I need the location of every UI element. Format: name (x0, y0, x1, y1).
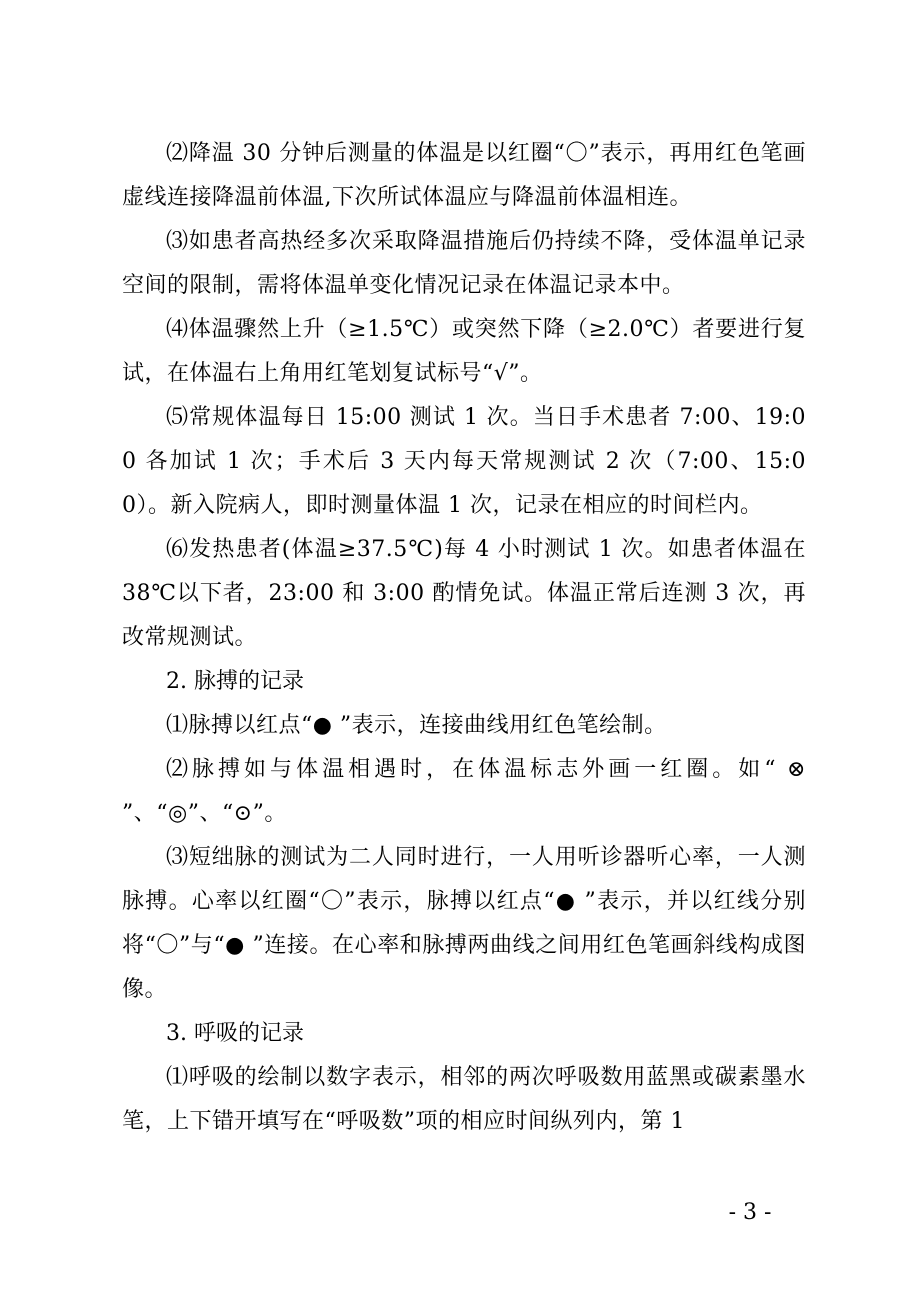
paragraph-respiration-1: ⑴呼吸的绘制以数字表示，相邻的两次呼吸数用蓝黑或碳素墨水笔，上下错开填写在“呼吸数”项的相应时间纵列内，第 1 (122, 1065, 806, 1134)
paragraph-pulse-1: ⑴脉搏以红点“● ”表示，连接曲线用红色笔绘制。 (166, 713, 667, 738)
paragraph-temp-6: ⑹发热患者(体温≥37.5℃)每 4 小时测试 1 次。如患者体温在 38℃以下者，23:00 和 3:00 酌情免试。体温正常后连测 3 次，再改常规测试。 (122, 537, 806, 650)
section-heading-respiration: 3. 呼吸的记录 (166, 1021, 304, 1046)
paragraph-pulse-3: ⑶短绌脉的测试为二人同时进行，一人用听诊器听心率，一人测脉搏。心率以红圈“〇”表示，脉搏以红点“● ”表示，并以红线分别将“〇”与“● ”连接。在心率和脉搏两曲线之间用红色笔画斜线构成图像。 (122, 845, 806, 1002)
section-heading-pulse: 2. 脉搏的记录 (166, 669, 304, 694)
page-number: - 3 - (728, 1200, 772, 1225)
paragraph-temp-3: ⑶如患者高热经多次采取降温措施后仍持续不降，受体温单记录空间的限制，需将体温单变化情况记录在体温记录本中。 (122, 229, 806, 298)
paragraph-pulse-2: ⑵脉搏如与体温相遇时，在体温标志外画一红圈。如“ ⊗ ”、“◎”、“⊙”。 (122, 757, 806, 826)
paragraph-temp-2: ⑵降温 30 分钟后测量的体温是以红圈“〇”表示，再用红色笔画虚线连接降温前体温,下次所试体温应与降温前体温相连。 (122, 141, 806, 210)
paragraph-temp-4: ⑷体温骤然上升（≥1.5℃）或突然下降（≥2.0℃）者要进行复试，在体温右上角用红笔划复试标号“√”。 (122, 317, 806, 386)
body-text (122, 132, 806, 1144)
paragraph-temp-5: ⑸常规体温每日 15:00 测试 1 次。当日手术患者 7:00、19:00 各加试 1 次；手术后 3 天内每天常规测试 2 次（7:00、15:00）。新入院病人，即时测量体温 1 次，记录在相应的时间栏内。 (122, 405, 806, 518)
